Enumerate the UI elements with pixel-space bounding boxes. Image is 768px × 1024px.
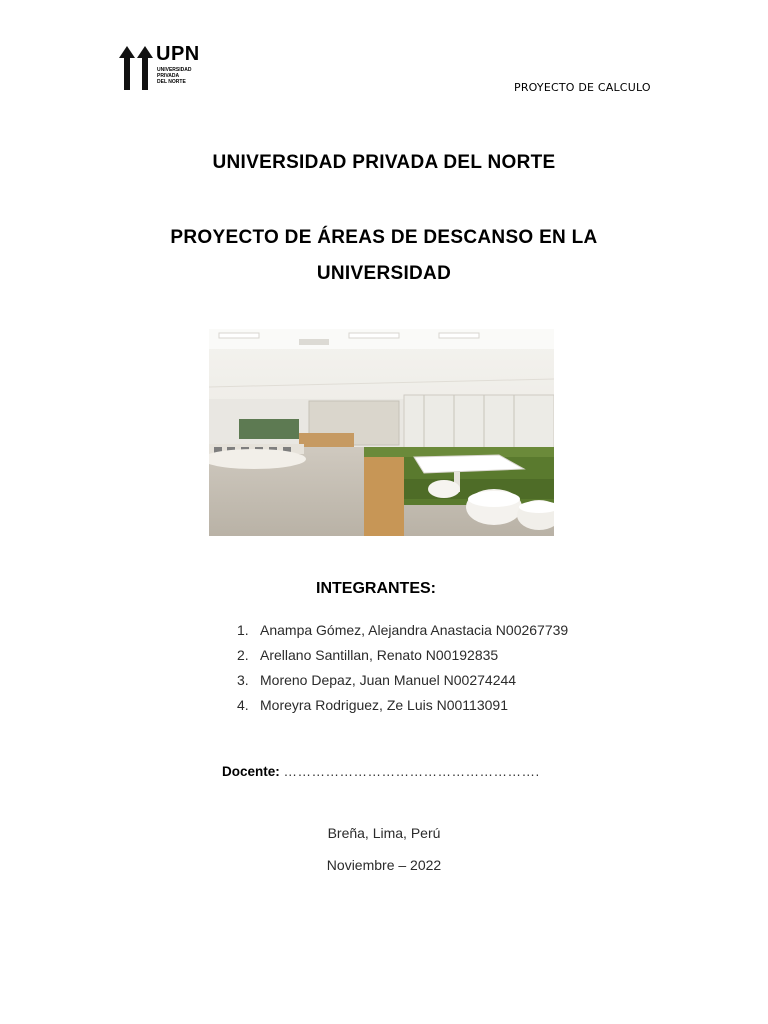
logo-sub-line: PRIVADA [157,73,180,79]
list-item [237,620,568,645]
member-name: Moreyra Rodriguez, Ze Luis N00113091 [260,697,508,713]
list-item [237,695,568,720]
member-name: Arellano Santillan, Renato N00192835 [260,647,499,663]
logo-subtitle [157,67,205,85]
docente-label: Docente: [222,764,280,779]
logo-sub-line: DEL NORTE [157,79,186,85]
lounge-area-photo [209,329,554,536]
place-text: Breña, Lima, Perú [327,825,441,841]
list-number: 4. [237,697,249,713]
header-label: PROYECTO DE CALCULO [514,81,651,94]
date-text: Noviembre – 2022 [326,857,442,873]
integrantes-heading: INTEGRANTES: [316,580,436,597]
members-list [237,620,568,720]
logo-sub-line: UNIVERSIDAD [157,67,192,73]
member-name: Anampa Gómez, Alejandra Anastacia N00267739 [260,622,569,638]
docente-line [222,764,540,779]
project-title: PROYECTO DE ÁREAS DE DESCANSO EN LA UNIVERSIDAD [170,227,598,284]
upn-logo [118,44,208,94]
logo-brand: UPN [156,43,200,65]
list-number: 3. [237,672,249,688]
list-item [237,645,568,670]
list-number: 2. [237,647,249,663]
list-number: 1. [237,622,249,638]
university-title: UNIVERSIDAD PRIVADA DEL NORTE [212,152,556,173]
upn-torch-icon [118,44,154,92]
docente-value: ………………………………………………. [283,764,540,779]
member-name: Moreno Depaz, Juan Manuel N00274244 [260,672,517,688]
list-item [237,670,568,695]
